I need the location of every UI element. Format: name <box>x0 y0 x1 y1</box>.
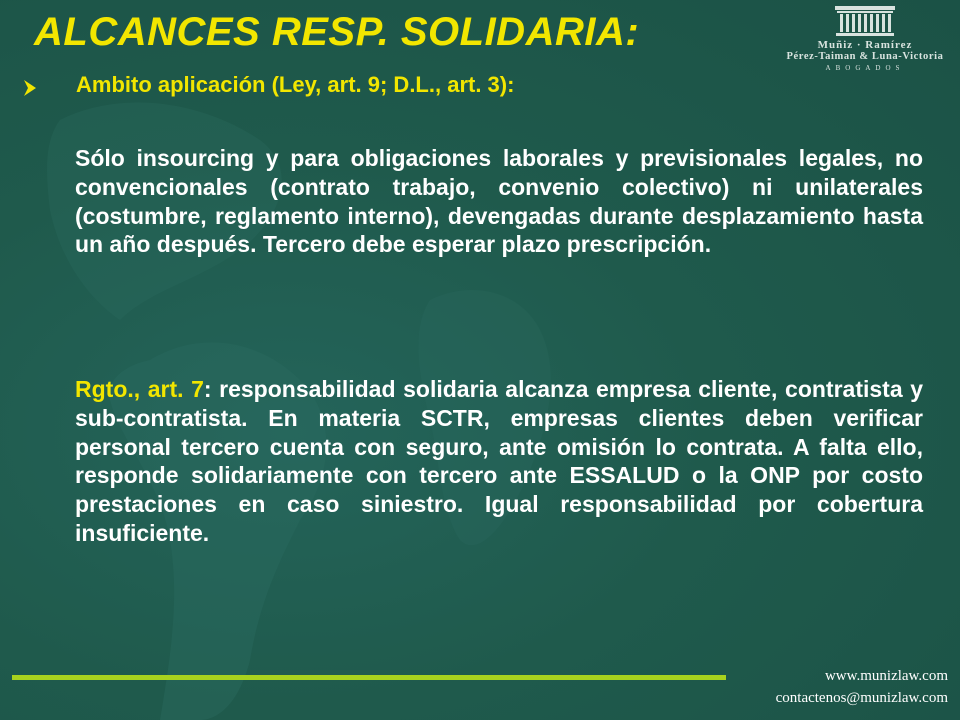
logo-subtitle: ABOGADOS <box>825 64 905 72</box>
paragraph-insourcing: Sólo insourcing y para obligaciones laborales y previsionales legales, no convencionales (contrato trabajo, convenio colectivo) ni unilaterales (costumbre, reglamento interno), devengadas durante desplazamiento hasta un año después. Tercero debe esperar plazo prescripción. <box>75 145 923 258</box>
paragraph-reglamento <box>75 375 923 548</box>
logo-firm-name-2: Pérez-Taiman & Luna-Victoria <box>786 51 944 62</box>
footer-email[interactable]: contactenos@munizlaw.com <box>775 690 948 706</box>
bullet-text: Ambito aplicación (Ley, art. 9; D.L., art. 3): <box>76 72 515 97</box>
footer-divider <box>12 675 726 680</box>
bullet-item <box>22 72 722 106</box>
slide-title: ALCANCES RESP. SOLIDARIA: <box>34 10 640 54</box>
logo-firm-name-1: Muñiz · Ramírez <box>817 39 913 51</box>
paragraph-lead: Rgto., art. 7 <box>75 376 204 402</box>
arrow-bullet-icon <box>22 78 38 98</box>
footer-website[interactable]: www.munizlaw.com <box>824 668 948 684</box>
columns-logo-icon <box>833 4 897 38</box>
firm-logo <box>770 4 960 82</box>
paragraph-body: : responsabilidad solidaria alcanza empresa cliente, contratista y sub-contratista. En materia SCTR, empresas clientes deben verificar personal tercero cuenta con seguro, ante omisión lo contrata. A falta ello, responde solidariamente con tercero ante ESSALUD o la ONP por costo prestaciones en caso siniestro. Igual responsabilidad por cobertura insuficiente. <box>75 376 923 546</box>
